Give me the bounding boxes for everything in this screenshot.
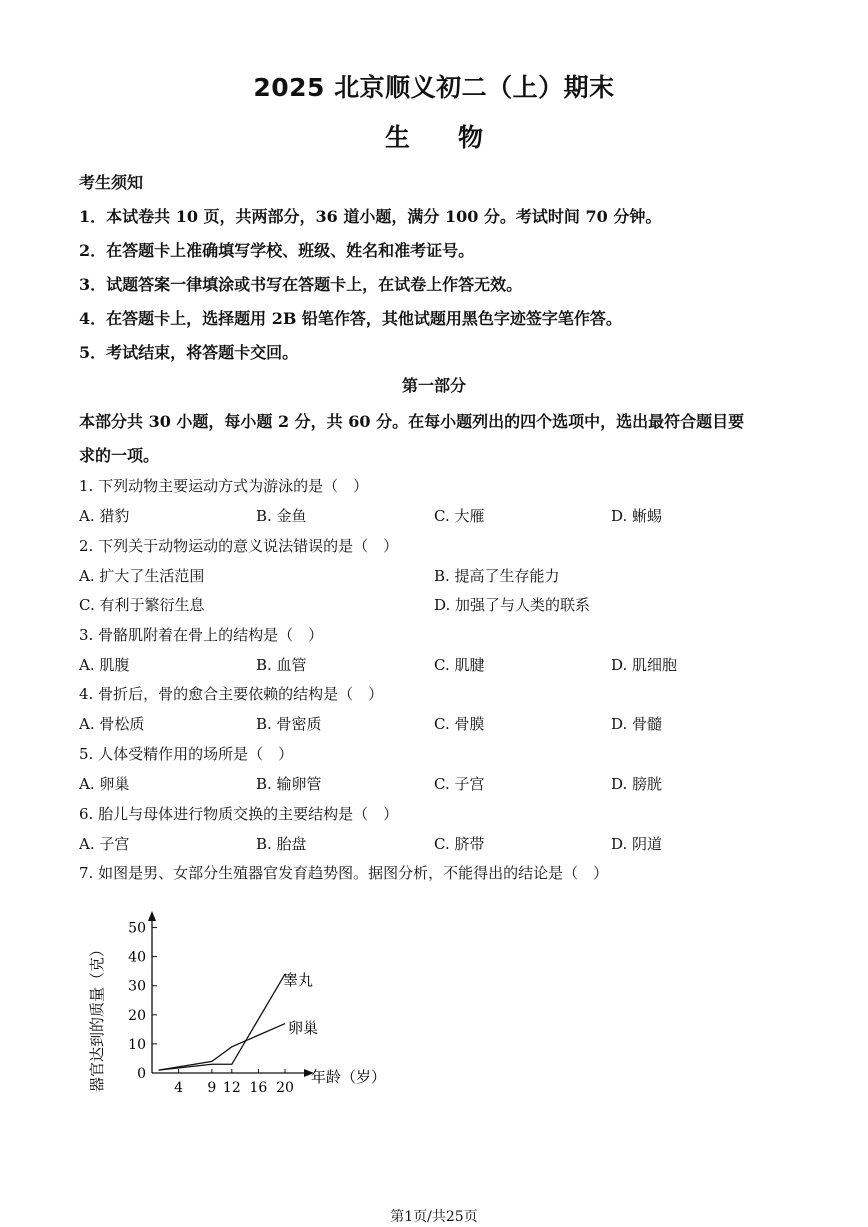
question-7-stem: 7. 如图是男、女部分生殖器官发育趋势图。据图分析，不能得出的结论是（ ） [79, 864, 609, 882]
chart-ylabel: 器官达到的质量（克） [88, 941, 106, 1092]
question-2-option-c: C. 有利于繁衍生息 [79, 596, 205, 614]
question-4-option-d: D. 骨髓 [611, 715, 663, 733]
question-4-option-a: A. 骨松质 [79, 715, 145, 733]
notice-heading: 考生须知 [79, 173, 144, 192]
question-3-option-d: D. 肌细胞 [611, 656, 678, 674]
question-6-stem: 6. 胎儿与母体进行物质交换的主要结构是（ ） [79, 805, 399, 823]
question-2-option-a: A. 扩大了生活范围 [79, 567, 205, 585]
question-1-option-c: C. 大雁 [434, 507, 485, 525]
subject-title: 生物 [384, 123, 531, 152]
question-3-stem: 3. 骨骼肌附着在骨上的结构是（ ） [79, 626, 324, 644]
question-6-option-a: A. 子宫 [79, 835, 130, 853]
question-1-option-d: D. 蜥蜴 [611, 507, 663, 525]
chart-y-tick-label: 10 [128, 1036, 146, 1053]
notice-item-1: 1．本试卷共 10 页，共两部分，36 道小题，满分 100 分。考试时间 70 分钟。 [79, 207, 662, 226]
question-5-option-b: B. 输卵管 [256, 775, 322, 793]
question-5-stem: 5. 人体受精作用的场所是（ ） [79, 745, 294, 763]
question-4-option-c: C. 骨膜 [434, 715, 485, 733]
chart-y-tick-label: 30 [128, 978, 146, 995]
notice-item-4: 4．在答题卡上，选择题用 2B 铅笔作答，其他试题用黑色字迹签字笔作答。 [79, 309, 622, 328]
organ-development-chart [80, 905, 400, 1105]
question-4-option-b: B. 骨密质 [256, 715, 322, 733]
chart-x-tick-label: 20 [276, 1080, 294, 1096]
chart-x-tick-label: 16 [249, 1080, 268, 1096]
chart-x-tick-label: 4 [174, 1080, 184, 1096]
question-2-stem: 2. 下列关于动物运动的意义说法错误的是（ ） [79, 537, 399, 555]
chart-xlabel: 年龄（岁） [311, 1068, 387, 1086]
chart-x-tick-label: 12 [222, 1080, 241, 1096]
question-1-option-b: B. 金鱼 [256, 507, 307, 525]
series-label-ovary: 卵巢 [288, 1019, 319, 1037]
part1-title: 第一部分 [401, 376, 466, 395]
question-6-option-d: D. 阴道 [611, 835, 663, 853]
series-label-testis: 睾丸 [283, 971, 314, 989]
question-6-option-c: C. 脐带 [434, 835, 485, 853]
notice-item-3: 3．试题答案一律填涂或书写在答题卡上，在试卷上作答无效。 [79, 275, 523, 294]
question-5-option-c: C. 子宫 [434, 775, 485, 793]
chart-series-line-1 [159, 974, 285, 1070]
chart-y-tick-label: 40 [128, 949, 146, 966]
question-5-option-d: D. 膀胱 [611, 775, 663, 793]
question-4-stem: 4. 骨折后，骨的愈合主要依赖的结构是（ ） [79, 685, 384, 703]
exam-title: 2025 北京顺义初二（上）期末 [253, 73, 615, 102]
question-1-option-a: A. 猎豹 [79, 507, 130, 525]
question-2-option-b: B. 提高了生存能力 [434, 567, 560, 585]
part1-intro-line2: 求的一项。 [79, 446, 160, 465]
chart-y-tick-label: 0 [137, 1066, 146, 1082]
page-footer: 第1页/共25页 [390, 1209, 478, 1225]
chart-y-tick-label: 50 [128, 920, 146, 937]
question-3-option-a: A. 肌腹 [79, 656, 130, 674]
question-6-option-b: B. 胎盘 [256, 835, 307, 853]
question-3-option-b: B. 血管 [256, 656, 307, 674]
question-3-option-c: C. 肌腱 [434, 656, 485, 674]
chart-y-axis-arrow [148, 911, 156, 921]
part1-intro-line1: 本部分共 30 小题，每小题 2 分，共 60 分。在每小题列出的四个选项中，选出最符合题目要 [79, 412, 745, 431]
question-1-stem: 1. 下列动物主要运动方式为游泳的是（ ） [79, 477, 369, 495]
question-2-option-d: D. 加强了与人类的联系 [434, 596, 591, 614]
chart-x-tick-label: 9 [207, 1080, 217, 1096]
notice-item-5: 5．考试结束，将答题卡交回。 [79, 343, 299, 362]
chart-y-tick-label: 20 [128, 1007, 146, 1024]
question-5-option-a: A. 卵巢 [79, 775, 130, 793]
chart-series-line-2 [159, 1024, 285, 1071]
notice-item-2: 2．在答题卡上准确填写学校、班级、姓名和准考证号。 [79, 241, 475, 260]
